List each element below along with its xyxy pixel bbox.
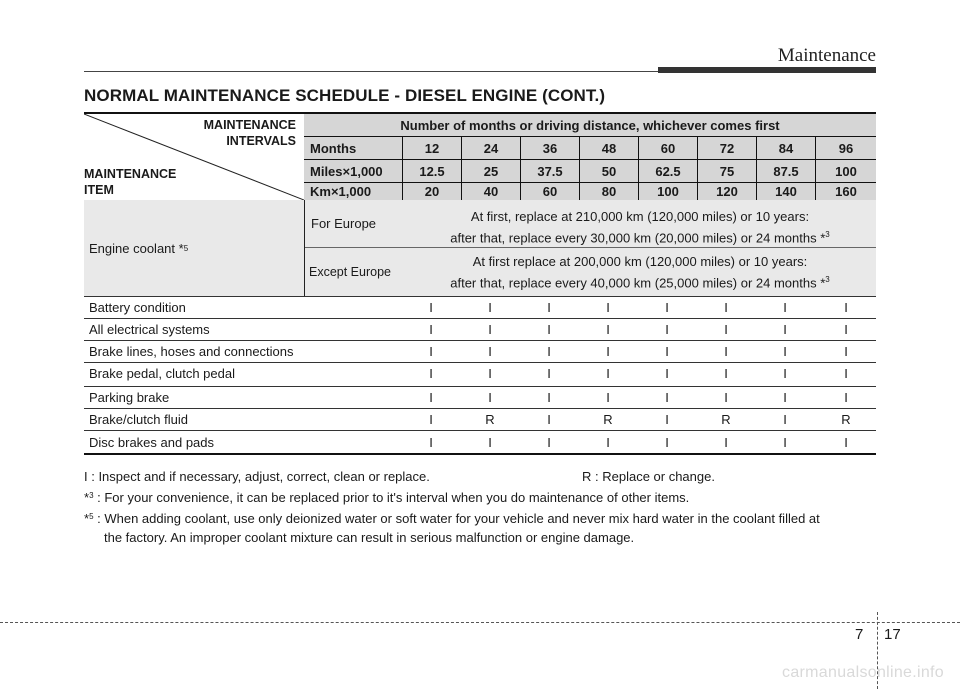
row-value: I xyxy=(724,321,728,337)
row-value: I xyxy=(547,365,551,381)
interval-cell: 80 xyxy=(601,184,617,199)
row-value: I xyxy=(844,321,848,337)
table-row xyxy=(84,362,876,384)
row-value: I xyxy=(665,299,669,315)
row-value: I xyxy=(724,343,728,359)
row-value: I xyxy=(488,321,492,337)
row-value: I xyxy=(429,365,433,381)
row-value: I xyxy=(429,411,433,427)
corner-item-line2: ITEM xyxy=(84,183,114,197)
row-value: I xyxy=(488,343,492,359)
row-value: I xyxy=(547,299,551,315)
section-title: Maintenance xyxy=(777,45,876,66)
coolant-label-text: Engine coolant * xyxy=(89,240,184,256)
corner-interval-line2: INTERVALS xyxy=(226,134,296,148)
row-value: I xyxy=(547,411,551,427)
row-value: I xyxy=(547,434,551,450)
km-row xyxy=(304,183,876,200)
except-europe-label: Except Europe xyxy=(309,265,391,279)
row-value: R xyxy=(485,411,495,427)
europe-label: For Europe xyxy=(311,216,377,231)
footnote-3-mark: 3 xyxy=(89,491,94,500)
footnote-5-mark: 5 xyxy=(89,512,94,521)
corner-interval-line1: MAINTENANCE xyxy=(203,118,296,132)
row-value: I xyxy=(724,389,728,405)
interval-cell: 84 xyxy=(778,140,794,156)
corner-interval-label xyxy=(190,117,296,149)
row-value: I xyxy=(783,365,787,381)
row-value: I xyxy=(488,434,492,450)
row-item: All electrical systems xyxy=(89,321,210,337)
corner-item-label xyxy=(84,166,176,198)
interval-cell: 12.5 xyxy=(419,163,445,179)
row-value: R xyxy=(721,411,731,427)
europe-sup: 3 xyxy=(825,230,830,239)
miles-row xyxy=(304,160,876,182)
months-row xyxy=(304,137,876,159)
row-value: I xyxy=(429,389,433,405)
interval-cell: 25 xyxy=(483,163,499,179)
row-value: I xyxy=(783,389,787,405)
row-value: I xyxy=(844,343,848,359)
row-value: I xyxy=(724,365,728,381)
row-value: I xyxy=(547,321,551,337)
interval-cell: 37.5 xyxy=(537,163,563,179)
km-label: Km×1,000 xyxy=(310,184,372,199)
row-value: I xyxy=(665,389,669,405)
row-value: I xyxy=(665,411,669,427)
row-value: I xyxy=(429,299,433,315)
row-value: I xyxy=(724,299,728,315)
interval-cell: 72 xyxy=(719,140,735,156)
table-row xyxy=(84,408,876,430)
row-value: I xyxy=(783,299,787,315)
page-number: 17 xyxy=(884,626,901,643)
row-value: I xyxy=(488,389,492,405)
interval-cell: 87.5 xyxy=(773,163,799,179)
row-value: I xyxy=(844,365,848,381)
row-value: I xyxy=(429,434,433,450)
interval-cell: 48 xyxy=(601,140,617,156)
interval-cell: 36 xyxy=(542,140,558,156)
legend-inspect: I : Inspect and if necessary, adjust, correct, clean or replace. xyxy=(84,469,430,484)
row-item: Brake/clutch fluid xyxy=(89,411,188,427)
row-value: I xyxy=(488,299,492,315)
row-item: Parking brake xyxy=(89,389,170,405)
miles-label: Miles×1,000 xyxy=(310,163,383,179)
interval-cell: 100 xyxy=(835,163,857,179)
row-item: Disc brakes and pads xyxy=(89,434,215,450)
except-line2: after that, replace every 40,000 km (25,000 miles) or 24 months * xyxy=(450,275,826,291)
row-item: Brake lines, hoses and connections xyxy=(89,343,294,359)
table-bottom-border xyxy=(84,453,876,455)
footnote-5-text: : When adding coolant, use only deionized water or soft water for your vehicle and never mix hard water in the coolant filled at xyxy=(97,511,820,526)
row-value: I xyxy=(547,343,551,359)
row-item: Brake pedal, clutch pedal xyxy=(89,365,235,381)
europe-text xyxy=(404,208,876,247)
row-value: I xyxy=(488,365,492,381)
interval-cell: 24 xyxy=(483,140,499,156)
row-value: I xyxy=(606,434,610,450)
row-item: Battery condition xyxy=(89,299,186,315)
interval-cell: 75 xyxy=(719,163,735,179)
europe-line2: after that, replace every 30,000 km (20,000 miles) or 24 months * xyxy=(450,230,826,246)
row-value: I xyxy=(429,321,433,337)
interval-heading-row xyxy=(304,114,876,136)
row-value: I xyxy=(547,389,551,405)
table-row xyxy=(84,431,876,453)
interval-cell: 160 xyxy=(835,184,857,199)
row-value: R xyxy=(603,411,613,427)
row-value: I xyxy=(606,365,610,381)
table-row xyxy=(84,340,876,362)
row-value: I xyxy=(665,434,669,450)
interval-cell: 60 xyxy=(542,184,558,199)
interval-cell: 120 xyxy=(716,184,738,199)
row-value: I xyxy=(724,434,728,450)
coolant-block xyxy=(84,200,876,296)
interval-cell: 12 xyxy=(424,140,440,156)
footnote-3: *$^3$ : For your convenience, it can be replaced prior to it's interval when you do maintenance of other items. xyxy=(84,490,690,505)
interval-cell: 96 xyxy=(838,140,854,156)
notes xyxy=(84,467,876,547)
europe-line1: At first, replace at 210,000 km (120,000 miles) or 10 years: xyxy=(470,209,810,224)
row-value: I xyxy=(783,343,787,359)
months-label: Months xyxy=(310,140,357,156)
row-value: I xyxy=(783,434,787,450)
interval-cell: 50 xyxy=(601,163,617,179)
row-value: I xyxy=(429,343,433,359)
row-value: I xyxy=(665,321,669,337)
footer-rule xyxy=(0,622,960,623)
row-value: I xyxy=(844,389,848,405)
legend-line xyxy=(84,467,876,486)
header-rule-thin xyxy=(84,71,658,72)
footnote-3-text: : For your convenience, it can be replaced prior to it's interval when you do maintenance of other items. xyxy=(97,490,690,505)
interval-cell: 62.5 xyxy=(655,163,681,179)
row-value: I xyxy=(606,343,610,359)
interval-cell: 100 xyxy=(657,184,679,199)
interval-heading: Number of months or driving distance, whichever comes first xyxy=(400,117,780,133)
coolant-label xyxy=(89,200,188,296)
coolant-label-sup: 5 xyxy=(183,243,189,253)
interval-cell: 20 xyxy=(424,184,440,199)
row-value: I xyxy=(606,299,610,315)
row-value: R xyxy=(841,411,851,427)
except-europe-text xyxy=(404,253,876,292)
watermark: carmanualsonline.info xyxy=(782,664,944,681)
legend-replace: R : Replace or change. xyxy=(582,469,715,484)
footnote-5: *$^5$ : When adding coolant, use only deionized water or soft water for your vehicle and never mix hard water in the coolant filled at xyxy=(84,511,820,526)
table-row xyxy=(84,386,876,408)
chapter-number: 7 xyxy=(855,626,864,643)
row-value: I xyxy=(606,321,610,337)
row-value: I xyxy=(783,321,787,337)
except-line1: At first replace at 200,000 km (120,000 miles) or 10 years: xyxy=(472,254,808,269)
interval-cell: 40 xyxy=(483,184,499,199)
interval-cell: 140 xyxy=(775,184,797,199)
row-value: I xyxy=(844,434,848,450)
row-value: I xyxy=(783,411,787,427)
row-value: I xyxy=(844,299,848,315)
row-value: I xyxy=(665,365,669,381)
interval-cell: 60 xyxy=(660,140,676,156)
footnote-5-continued: the factory. An improper coolant mixture can result in serious malfunction or engine damage. xyxy=(104,530,635,545)
row-value: I xyxy=(606,389,610,405)
table-row xyxy=(84,318,876,340)
except-sup: 3 xyxy=(825,275,830,284)
header-rule-thick xyxy=(658,67,876,73)
page-title: NORMAL MAINTENANCE SCHEDULE - DIESEL ENGINE (CONT.) xyxy=(84,86,606,105)
corner-item-line1: MAINTENANCE xyxy=(84,167,177,181)
table-row xyxy=(84,296,876,318)
row-value: I xyxy=(665,343,669,359)
